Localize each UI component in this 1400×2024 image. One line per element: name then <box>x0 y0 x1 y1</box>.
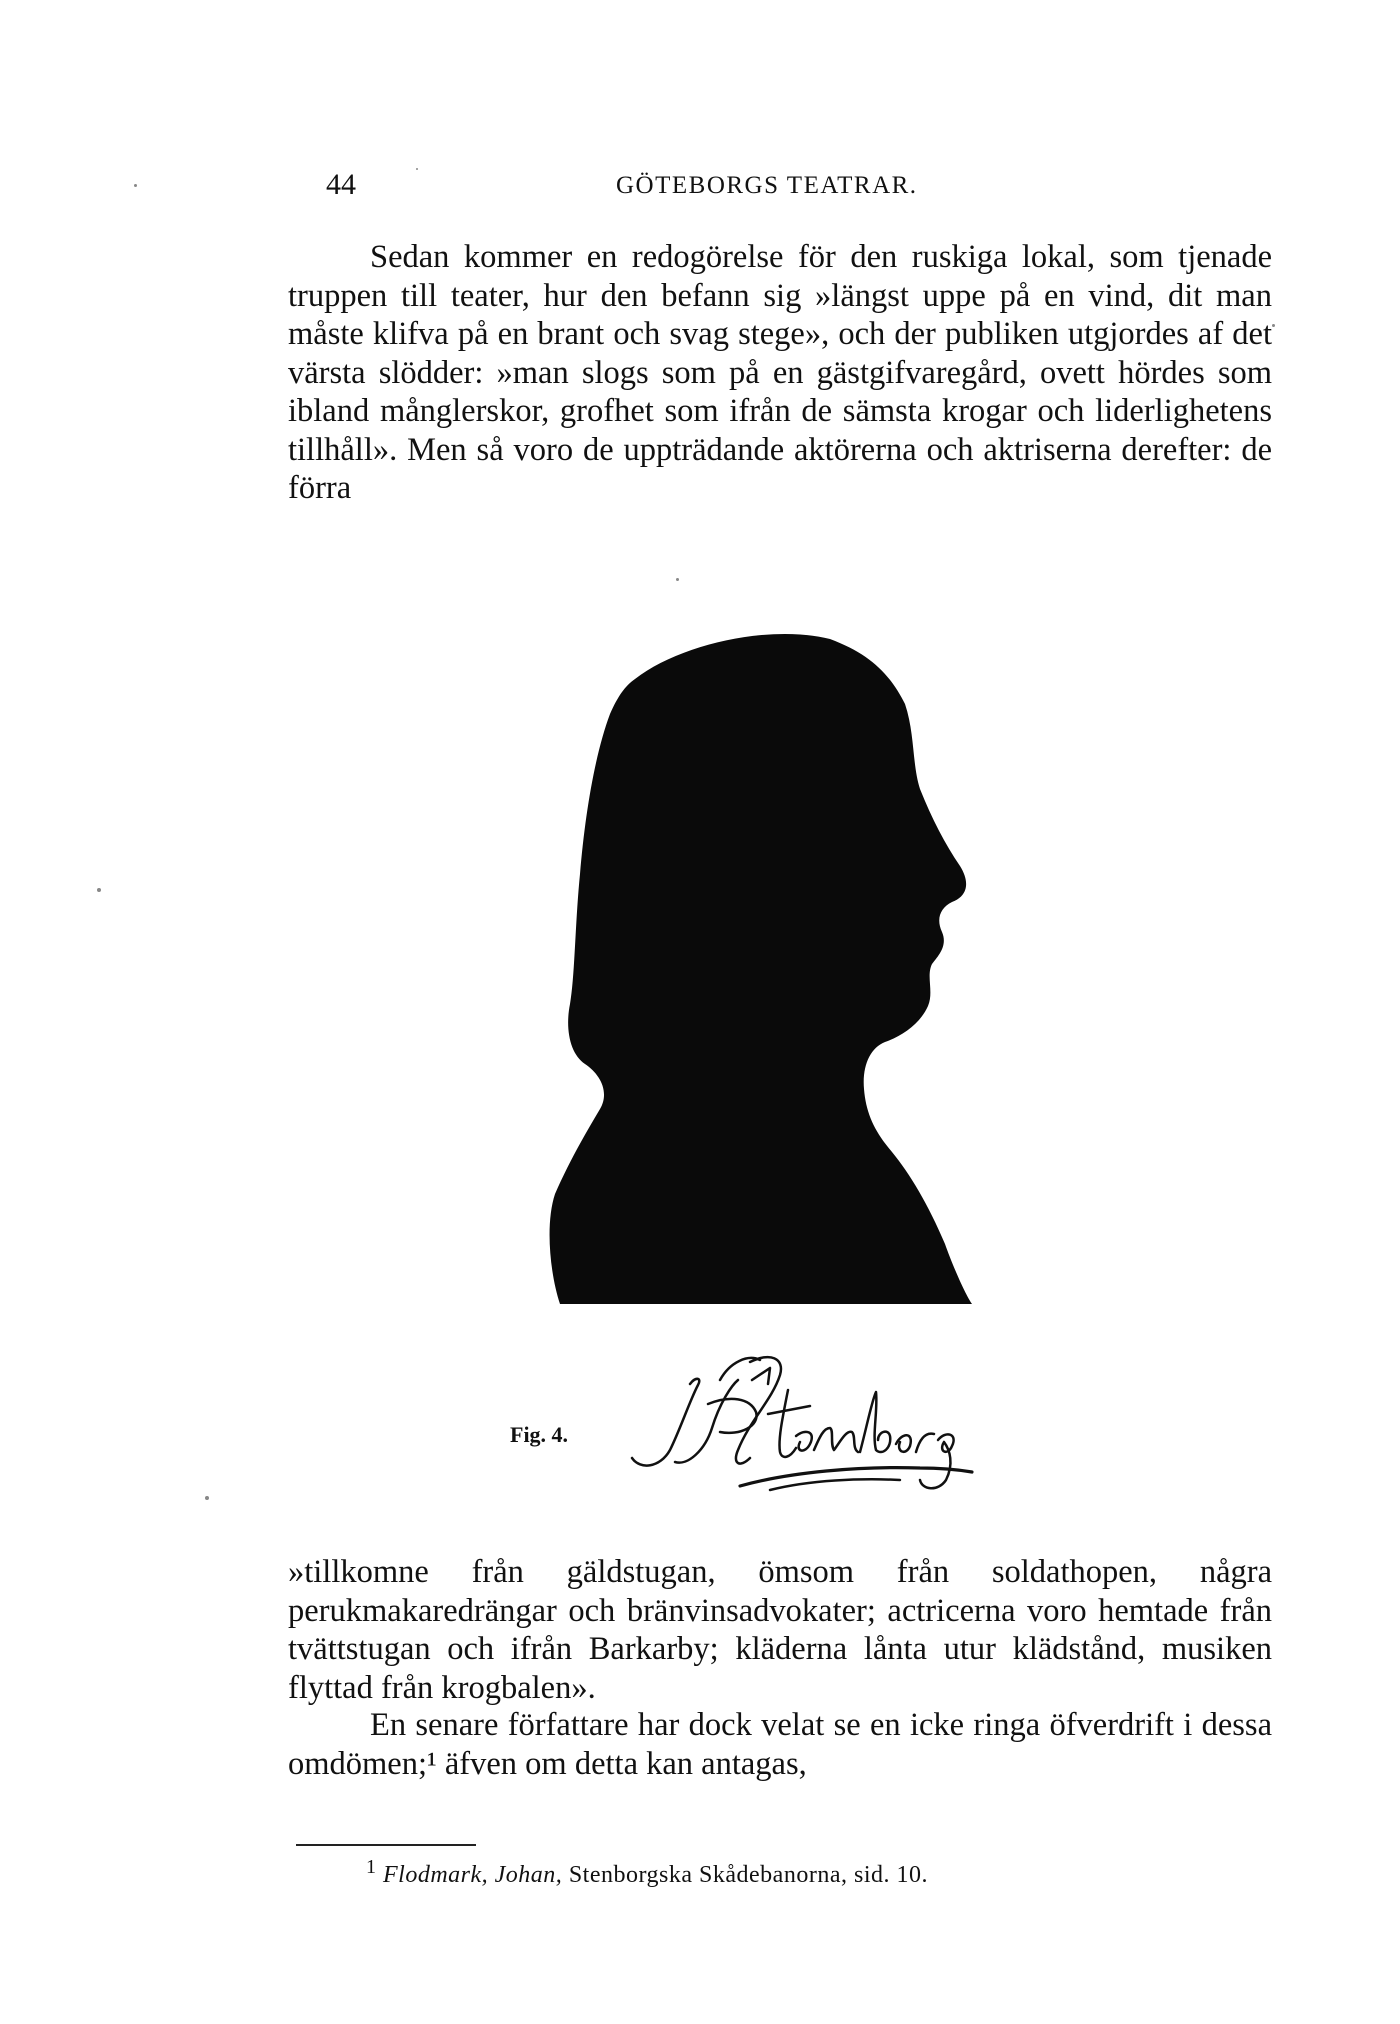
footnote-marker: 1 <box>366 1856 377 1878</box>
footnote-author: Flodmark, Johan, <box>383 1862 563 1888</box>
handwritten-signature <box>620 1340 980 1500</box>
page-number: 44 <box>326 168 356 201</box>
running-title: GÖTEBORGS TEATRAR. <box>616 172 918 199</box>
page-header <box>326 168 1266 208</box>
scan-speck <box>676 578 679 581</box>
footnote-text: Stenborgska Skådebanorna, sid. 10. <box>568 1862 928 1888</box>
body-paragraph-2: »tillkomne från gäldstugan, ömsom från soldathopen, några perukmakaredrängar och bränvinsadvokater; actricerna voro hemtade från tvättstugan och ifrån Barkarby; kläderna lånta utur klädstånd, musiken flyttad från krogbalen». <box>288 1554 1272 1706</box>
scan-speck <box>97 888 101 892</box>
footnote <box>366 1856 928 1889</box>
scan-speck <box>1272 324 1275 327</box>
scan-speck <box>416 168 418 170</box>
footnote-rule <box>296 1844 476 1846</box>
figure-caption: Fig. 4. <box>510 1422 569 1447</box>
body-paragraph-3: En senare författare har dock velat se en icke ringa öfverdrift i dessa omdömen;¹ äfven om detta kan antagas, <box>288 1707 1272 1782</box>
body-paragraph-1: Sedan kommer en redogörelse för den ruskiga lokal, som tjenade truppen till teater, hur den befann sig »längst uppe på en vind, dit man måste klifva på en brant och svag stege», och der publiken utgjordes af det värsta slödder: »man slogs som på en gästgifvaregård, ovett hördes som ibland månglerskor, grofhet som ifrån de sämsta krogar och liderlighetens tillhåll». Men så voro de uppträdande aktörerna och aktriserna derefter: de förra <box>288 239 1272 506</box>
scan-speck <box>134 184 137 187</box>
silhouette-portrait <box>540 604 1020 1304</box>
scan-speck <box>205 1496 209 1500</box>
